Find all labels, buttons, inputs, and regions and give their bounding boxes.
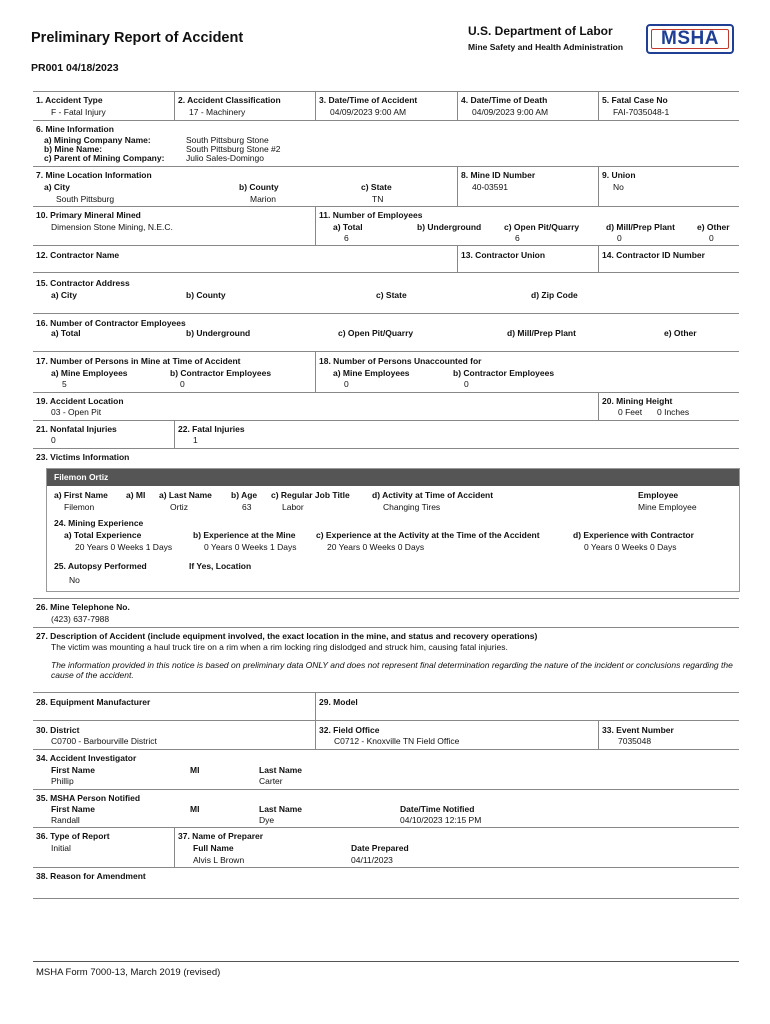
persons-mine-employees-value: 5: [62, 379, 67, 389]
fatal-injuries-value: 1: [193, 435, 198, 445]
mining-experience-label: 24. Mining Experience: [54, 518, 144, 528]
mine-telephone-value: (423) 637-7988: [51, 614, 110, 624]
mine-telephone-label: 26. Mine Telephone No.: [36, 602, 130, 612]
department-name: U.S. Department of Labor: [468, 24, 613, 38]
divider: [174, 827, 175, 867]
investigator-last: Carter: [259, 776, 283, 786]
autopsy-location-label: If Yes, Location: [189, 561, 252, 571]
rule: [33, 420, 739, 421]
employees-mill-label: d) Mill/Prep Plant: [606, 222, 675, 232]
description-label: 27. Description of Accident (include equipment involved, the exact location in the mine, and status and recovery operations): [36, 631, 538, 641]
divider: [174, 420, 175, 448]
preparer-name-label: Full Name: [193, 843, 234, 853]
accident-datetime-value: 04/09/2023 9:00 AM: [330, 107, 407, 117]
investigator-last-label: Last Name: [259, 765, 302, 775]
rule: [33, 692, 739, 693]
report-id: PR001 04/18/2023: [31, 62, 119, 74]
notified-last: Dye: [259, 815, 275, 825]
mine-info-label: 6. Mine Information: [36, 124, 114, 134]
unaccounted-contractor-label: b) Contractor Employees: [453, 368, 555, 378]
district-value: C0700 - Barbourville District: [51, 736, 157, 746]
fatal-injuries-label: 22. Fatal Injuries: [178, 424, 245, 434]
employees-mill-value: 0: [617, 233, 622, 243]
investigator-label: 34. Accident Investigator: [36, 753, 137, 763]
rule: [33, 272, 739, 273]
contractor-employees-other-label: e) Other: [664, 328, 697, 338]
mine-id-label: 8. Mine ID Number: [461, 170, 536, 180]
mine-name-label: b) Mine Name:: [44, 144, 103, 154]
contractor-union-label: 13. Contractor Union: [461, 250, 546, 260]
rule: [33, 720, 739, 721]
contractor-employees-underground-label: b) Underground: [186, 328, 251, 338]
victim-age: 63: [242, 502, 252, 512]
msha-logo-text: MSHA: [651, 29, 729, 49]
victim-job-label: c) Regular Job Title: [271, 490, 350, 500]
notified-first: Randall: [51, 815, 80, 825]
county-value: Marion: [250, 194, 276, 204]
contractor-zip-label: d) Zip Code: [531, 290, 578, 300]
activity-experience-label: c) Experience at the Activity at the Time of the Accident: [316, 530, 540, 540]
employees-other-label: e) Other: [697, 222, 730, 232]
victim-first-name-label: a) First Name: [54, 490, 108, 500]
divider: [598, 720, 599, 749]
contractor-employees-mill-label: d) Mill/Prep Plant: [507, 328, 576, 338]
contractor-experience-label: d) Experience with Contractor: [573, 530, 694, 540]
model-label: 29. Model: [319, 697, 358, 707]
victim-age-label: b) Age: [231, 490, 258, 500]
contractor-county-label: b) County: [186, 290, 226, 300]
description-value: The victim was mounting a haul truck tire on a rim when a rim locking ring dislodged and struck him, causing fatal injuries.: [51, 642, 508, 652]
primary-mineral-value: Dimension Stone Mining, N.E.C.: [51, 222, 173, 232]
equipment-manufacturer-label: 28. Equipment Manufacturer: [36, 697, 151, 707]
msha-logo: [646, 24, 734, 54]
report-type-value: Initial: [51, 843, 71, 853]
rule: [33, 206, 739, 207]
contractor-address-label: 15. Contractor Address: [36, 278, 130, 288]
persons-in-mine-label: 17. Number of Persons in Mine at Time of Accident: [36, 356, 241, 366]
amendment-reason-label: 38. Reason for Amendment: [36, 871, 146, 881]
accident-type-value: F - Fatal Injury: [51, 107, 106, 117]
agency-name: Mine Safety and Health Administration: [468, 42, 624, 52]
divider: [315, 720, 316, 749]
victim-employee-label: Employee: [638, 490, 679, 500]
divider: [457, 166, 458, 206]
autopsy-label: 25. Autopsy Performed: [54, 561, 147, 571]
mine-experience-label: b) Experience at the Mine: [193, 530, 296, 540]
divider: [598, 245, 599, 272]
employees-underground-label: b) Underground: [417, 222, 482, 232]
footer-rule: [33, 961, 739, 962]
nonfatal-injuries-value: 0: [51, 435, 56, 445]
persons-mine-employees-label: a) Mine Employees: [51, 368, 128, 378]
divider: [457, 91, 458, 120]
accident-location-value: 03 - Open Pit: [51, 407, 102, 417]
mining-company-label: a) Mining Company Name:: [44, 135, 151, 145]
union-value: No: [613, 182, 624, 192]
primary-mineral-label: 10. Primary Mineral Mined: [36, 210, 141, 220]
fatal-case-value: FAI-7035048-1: [613, 107, 670, 117]
mining-height-inches: 0 Inches: [657, 407, 690, 417]
employees-label: 11. Number of Employees: [319, 210, 423, 220]
victim-name-header: Filemon Ortiz: [47, 469, 739, 486]
preparer-name: Alvis L Brown: [193, 855, 245, 865]
rule: [33, 351, 739, 352]
rule: [33, 166, 739, 167]
contractor-state-label: c) State: [376, 290, 407, 300]
rule: [33, 598, 739, 599]
state-value: TN: [372, 194, 384, 204]
notified-datetime-label: Date/Time Notified: [400, 804, 475, 814]
city-label: a) City: [44, 182, 70, 192]
rule: [33, 392, 739, 393]
rule: [33, 245, 739, 246]
victim-activity-label: d) Activity at Time of Accident: [372, 490, 494, 500]
mining-height-label: 20. Mining Height: [602, 396, 673, 406]
divider: [598, 166, 599, 206]
victims-info-label: 23. Victims Information: [36, 452, 130, 462]
contractor-city-label: a) City: [51, 290, 77, 300]
page-title: Preliminary Report of Accident: [31, 30, 244, 46]
county-label: b) County: [239, 182, 279, 192]
investigator-first-label: First Name: [51, 765, 95, 775]
accident-location-label: 19. Accident Location: [36, 396, 124, 406]
field-office-value: C0712 - Knoxville TN Field Office: [334, 736, 460, 746]
report-type-label: 36. Type of Report: [36, 831, 110, 841]
contractor-id-label: 14. Contractor ID Number: [602, 250, 705, 260]
preparer-label: 37. Name of Preparer: [178, 831, 264, 841]
employees-total-label: a) Total: [333, 222, 363, 232]
mine-id-value: 40-03591: [472, 182, 508, 192]
investigator-mi-label: MI: [190, 765, 200, 775]
rule: [33, 313, 739, 314]
persons-contractor-employees-value: 0: [180, 379, 185, 389]
preliminary-note: The information provided in this notice is based on preliminary data ONLY and does not represent final determination regarding the nature of the incident or conclusions regarding the cause of the accident.: [51, 660, 733, 680]
rule: [33, 120, 739, 121]
total-experience-label: a) Total Experience: [64, 530, 142, 540]
notified-mi-label: MI: [190, 804, 200, 814]
divider: [315, 206, 316, 245]
contractor-employees-label: 16. Number of Contractor Employees: [36, 318, 186, 328]
date-prepared: 04/11/2023: [351, 855, 393, 865]
mining-height-feet: 0 Feet: [618, 407, 643, 417]
victim-mi-label: a) MI: [126, 490, 146, 500]
accident-classification-label: 2. Accident Classification: [178, 95, 281, 105]
date-prepared-label: Date Prepared: [351, 843, 409, 853]
divider: [315, 692, 316, 720]
victim-job: Labor: [282, 502, 304, 512]
notified-last-label: Last Name: [259, 804, 302, 814]
unaccounted-contractor-value: 0: [464, 379, 469, 389]
nonfatal-injuries-label: 21. Nonfatal Injuries: [36, 424, 117, 434]
parent-company-label: c) Parent of Mining Company:: [44, 153, 165, 163]
unaccounted-mine-label: a) Mine Employees: [333, 368, 410, 378]
death-datetime-value: 04/09/2023 9:00 AM: [472, 107, 549, 117]
contractor-employees-openpit-label: c) Open Pit/Quarry: [338, 328, 414, 338]
victim-activity: Changing Tires: [383, 502, 441, 512]
contractor-name-label: 12. Contractor Name: [36, 250, 120, 260]
unaccounted-label: 18. Number of Persons Unaccounted for: [319, 356, 482, 366]
rule: [33, 789, 739, 790]
divider: [174, 91, 175, 120]
notified-datetime: 04/10/2023 12:15 PM: [400, 815, 482, 825]
victim-first-name: Filemon: [64, 502, 95, 512]
persons-contractor-employees-label: b) Contractor Employees: [170, 368, 272, 378]
employees-openpit-label: c) Open Pit/Quarry: [504, 222, 580, 232]
victim-employee: Mine Employee: [638, 502, 697, 512]
employees-total-value: 6: [344, 233, 349, 243]
city-value: South Pittsburg: [56, 194, 115, 204]
state-label: c) State: [361, 182, 392, 192]
union-label: 9. Union: [602, 170, 636, 180]
rule: [33, 827, 739, 828]
accident-type-label: 1. Accident Type: [36, 95, 103, 105]
mining-company-value: South Pittsburg Stone: [186, 135, 269, 145]
divider: [315, 351, 316, 392]
form-footer: MSHA Form 7000-13, March 2019 (revised): [36, 967, 221, 978]
total-experience-value: 20 Years 0 Weeks 1 Days: [75, 542, 173, 552]
victim-last-name: Ortiz: [170, 502, 188, 512]
rule: [33, 898, 739, 899]
unaccounted-mine-value: 0: [344, 379, 349, 389]
mine-experience-value: 0 Years 0 Weeks 1 Days: [204, 542, 297, 552]
employees-openpit-value: 6: [515, 233, 520, 243]
mine-location-label: 7. Mine Location Information: [36, 170, 152, 180]
person-notified-label: 35. MSHA Person Notified: [36, 793, 141, 803]
divider: [457, 245, 458, 272]
parent-company-value: Julio Sales-Domingo: [186, 153, 264, 163]
investigator-first: Phillip: [51, 776, 74, 786]
victim-last-name-label: a) Last Name: [159, 490, 212, 500]
divider: [598, 91, 599, 120]
divider: [315, 91, 316, 120]
contractor-experience-value: 0 Years 0 Weeks 0 Days: [584, 542, 677, 552]
mine-name-value: South Pittsburg Stone #2: [186, 144, 281, 154]
notified-first-label: First Name: [51, 804, 95, 814]
field-office-label: 32. Field Office: [319, 725, 380, 735]
accident-classification-value: 17 - Machinery: [189, 107, 246, 117]
accident-datetime-label: 3. Date/Time of Accident: [319, 95, 418, 105]
activity-experience-value: 20 Years 0 Weeks 0 Days: [327, 542, 425, 552]
event-number-value: 7035048: [618, 736, 652, 746]
contractor-employees-total-label: a) Total: [51, 328, 81, 338]
rule: [33, 627, 739, 628]
employees-other-value: 0: [709, 233, 714, 243]
autopsy-value: No: [69, 575, 80, 585]
event-number-label: 33. Event Number: [602, 725, 674, 735]
district-label: 30. District: [36, 725, 80, 735]
death-datetime-label: 4. Date/Time of Death: [461, 95, 548, 105]
rule: [33, 749, 739, 750]
rule: [33, 91, 739, 92]
divider: [598, 392, 599, 420]
rule: [33, 448, 739, 449]
fatal-case-label: 5. Fatal Case No: [602, 95, 668, 105]
rule: [33, 867, 739, 868]
